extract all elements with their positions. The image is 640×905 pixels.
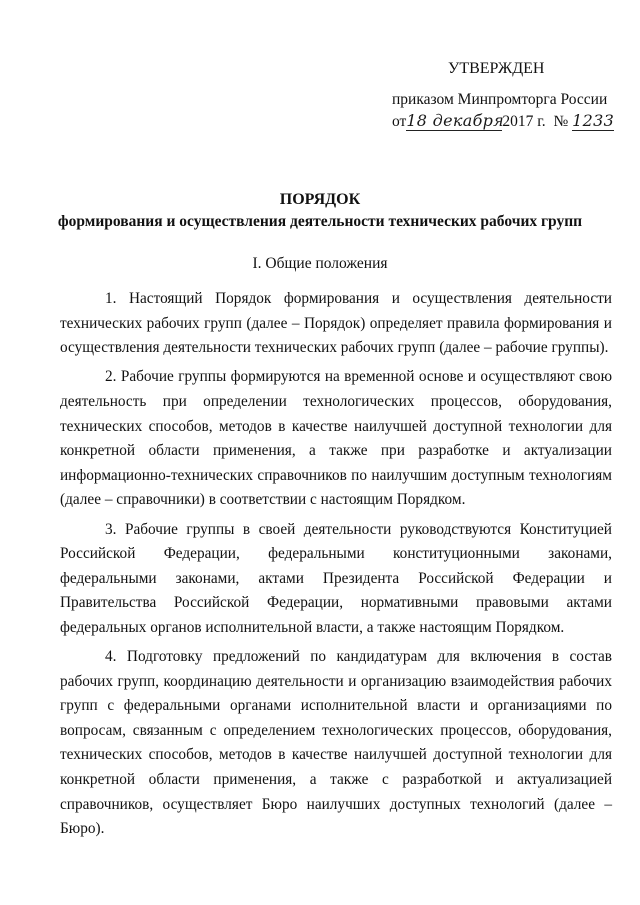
- approval-heading: УТВЕРЖДЕН: [448, 60, 545, 77]
- paragraph-2: 2. Рабочие группы формируются на временной основе и осуществляют свою деятельность при определении технологических процессов, оборудования, технических способов, методов в качестве наилучшей доступной технологии для конкретной области применения, а также при разработке и актуализации информационно-технических справочников по наилучшим доступным технологиям (далее – справочники) в соответствии с настоящим Порядком.: [60, 368, 612, 509]
- paragraph-3: 3. Рабочие группы в своей деятельности руководствуются Конституцией Российской Федерации, федеральными конституционными законами, федеральными законами, актами Президента Российской Федерации и Правительства Российской Федерации, нормативными правовыми актами федеральных органов исполнительной власти, а также настоящим Порядком.: [60, 520, 612, 636]
- document-title: ПОРЯДОК: [279, 191, 361, 208]
- section-title: I. Общие положения: [252, 255, 388, 272]
- approval-order-line: приказом Минпромторга России: [392, 91, 608, 108]
- approval-date-line: [392, 111, 614, 133]
- document-body: [60, 287, 612, 846]
- date-prefix: от: [392, 113, 407, 130]
- year-text: 2017 г.: [502, 113, 546, 130]
- handwritten-date: 18 декабря: [406, 111, 505, 130]
- document-subtitle: формирования и осуществления деятельности технических рабочих групп: [57, 213, 583, 230]
- paragraph-4: 4. Подготовку предложений по кандидатурам для включения в состав рабочих групп, координацию деятельности и организацию взаимодействия рабочих групп с федеральными органами исполнительной власти и организациями по вопросам, связанным с определением технологических процессов, оборудования, технических способов, методов в качестве наилучшей доступной технологии для конкретной области применения, а также с разработкой и актуализацией справочников, осуществляет Бюро наилучших доступных технологий (далее – Бюро).: [60, 648, 612, 838]
- number-prefix: №: [553, 113, 569, 130]
- paragraph-1: 1. Настоящий Порядок формирования и осуществления деятельности технических рабочих групп (далее – Порядок) определяет правила формирования и осуществления деятельности технических рабочих групп (далее – рабочие группы).: [60, 290, 612, 357]
- handwritten-order-number: 1233: [572, 111, 615, 130]
